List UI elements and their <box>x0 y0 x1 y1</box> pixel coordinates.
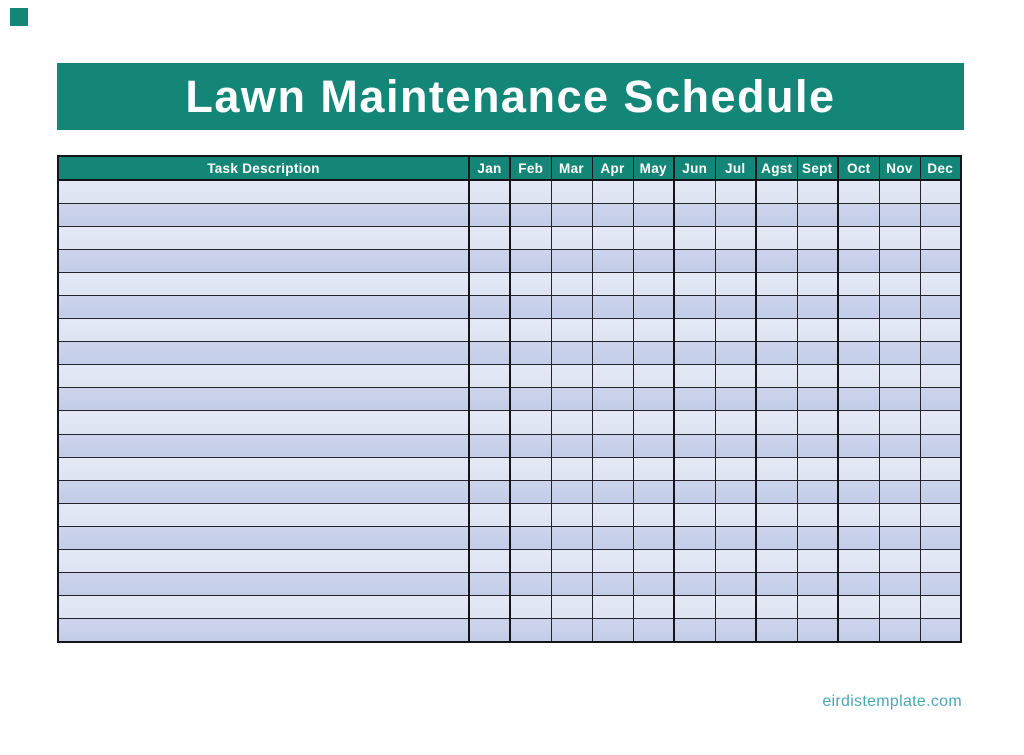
month-cell-sept[interactable] <box>797 596 838 619</box>
month-cell-nov[interactable] <box>879 249 920 272</box>
month-cell-nov[interactable] <box>879 434 920 457</box>
month-cell-may[interactable] <box>633 503 674 526</box>
schedule-row <box>58 365 961 388</box>
month-cell-feb[interactable] <box>510 226 551 249</box>
month-cell-may[interactable] <box>633 342 674 365</box>
month-cell-feb[interactable] <box>510 573 551 596</box>
month-cell-nov[interactable] <box>879 365 920 388</box>
month-header-agst: Agst <box>756 156 797 180</box>
schedule-table <box>57 155 962 643</box>
month-cell-jun[interactable] <box>674 226 715 249</box>
schedule-row <box>58 319 961 342</box>
month-cell-sept[interactable] <box>797 203 838 226</box>
month-cell-jun[interactable] <box>674 365 715 388</box>
month-cell-agst[interactable] <box>756 434 797 457</box>
month-cell-jul[interactable] <box>715 203 756 226</box>
month-cell-nov[interactable] <box>879 295 920 318</box>
month-cell-feb[interactable] <box>510 457 551 480</box>
month-cell-agst[interactable] <box>756 272 797 295</box>
month-cell-jun[interactable] <box>674 573 715 596</box>
month-cell-jun[interactable] <box>674 503 715 526</box>
month-cell-dec[interactable] <box>920 480 961 503</box>
month-cell-apr[interactable] <box>592 411 633 434</box>
month-cell-oct[interactable] <box>838 503 879 526</box>
month-cell-sept[interactable] <box>797 411 838 434</box>
month-cell-feb[interactable] <box>510 619 551 642</box>
month-cell-may[interactable] <box>633 550 674 573</box>
month-cell-feb[interactable] <box>510 249 551 272</box>
month-cell-mar[interactable] <box>551 365 592 388</box>
month-cell-jul[interactable] <box>715 249 756 272</box>
month-cell-oct[interactable] <box>838 434 879 457</box>
task-description-cell[interactable] <box>58 550 469 573</box>
month-cell-agst[interactable] <box>756 573 797 596</box>
month-cell-sept[interactable] <box>797 573 838 596</box>
month-cell-jun[interactable] <box>674 272 715 295</box>
month-cell-sept[interactable] <box>797 180 838 203</box>
schedule-row <box>58 272 961 295</box>
month-cell-apr[interactable] <box>592 596 633 619</box>
month-cell-mar[interactable] <box>551 180 592 203</box>
month-cell-may[interactable] <box>633 365 674 388</box>
watermark-text: eirdistemplate.com <box>822 693 962 710</box>
month-cell-nov[interactable] <box>879 596 920 619</box>
month-cell-agst[interactable] <box>756 411 797 434</box>
month-cell-nov[interactable] <box>879 550 920 573</box>
month-cell-jul[interactable] <box>715 342 756 365</box>
month-cell-sept[interactable] <box>797 295 838 318</box>
task-description-cell[interactable] <box>58 573 469 596</box>
month-header-may: May <box>633 156 674 180</box>
month-cell-may[interactable] <box>633 295 674 318</box>
month-cell-feb[interactable] <box>510 503 551 526</box>
month-cell-jun[interactable] <box>674 180 715 203</box>
month-cell-may[interactable] <box>633 526 674 549</box>
month-cell-jul[interactable] <box>715 180 756 203</box>
month-cell-sept[interactable] <box>797 619 838 642</box>
title-banner <box>57 63 964 130</box>
month-cell-sept[interactable] <box>797 434 838 457</box>
month-cell-nov[interactable] <box>879 226 920 249</box>
month-cell-mar[interactable] <box>551 226 592 249</box>
month-cell-jun[interactable] <box>674 596 715 619</box>
month-cell-may[interactable] <box>633 596 674 619</box>
month-cell-jan[interactable] <box>469 503 510 526</box>
month-cell-dec[interactable] <box>920 203 961 226</box>
month-cell-dec[interactable] <box>920 457 961 480</box>
month-cell-jun[interactable] <box>674 457 715 480</box>
month-cell-nov[interactable] <box>879 503 920 526</box>
schedule-row <box>58 550 961 573</box>
month-cell-dec[interactable] <box>920 249 961 272</box>
month-cell-sept[interactable] <box>797 365 838 388</box>
month-cell-nov[interactable] <box>879 480 920 503</box>
month-cell-jan[interactable] <box>469 480 510 503</box>
month-cell-oct[interactable] <box>838 342 879 365</box>
schedule-row <box>58 342 961 365</box>
month-cell-apr[interactable] <box>592 249 633 272</box>
month-cell-apr[interactable] <box>592 203 633 226</box>
month-cell-jan[interactable] <box>469 550 510 573</box>
month-cell-agst[interactable] <box>756 249 797 272</box>
month-cell-dec[interactable] <box>920 342 961 365</box>
month-cell-sept[interactable] <box>797 526 838 549</box>
month-cell-apr[interactable] <box>592 619 633 642</box>
month-cell-oct[interactable] <box>838 411 879 434</box>
month-cell-jun[interactable] <box>674 434 715 457</box>
month-cell-dec[interactable] <box>920 272 961 295</box>
month-cell-agst[interactable] <box>756 596 797 619</box>
month-cell-jan[interactable] <box>469 180 510 203</box>
month-cell-oct[interactable] <box>838 226 879 249</box>
month-cell-feb[interactable] <box>510 365 551 388</box>
month-cell-dec[interactable] <box>920 526 961 549</box>
month-cell-mar[interactable] <box>551 596 592 619</box>
month-cell-jan[interactable] <box>469 457 510 480</box>
month-cell-mar[interactable] <box>551 503 592 526</box>
month-cell-dec[interactable] <box>920 319 961 342</box>
month-cell-jun[interactable] <box>674 480 715 503</box>
month-cell-mar[interactable] <box>551 203 592 226</box>
month-cell-dec[interactable] <box>920 503 961 526</box>
month-cell-mar[interactable] <box>551 619 592 642</box>
month-cell-feb[interactable] <box>510 526 551 549</box>
month-cell-dec[interactable] <box>920 226 961 249</box>
month-cell-jan[interactable] <box>469 272 510 295</box>
month-cell-mar[interactable] <box>551 342 592 365</box>
month-cell-jun[interactable] <box>674 295 715 318</box>
month-cell-sept[interactable] <box>797 457 838 480</box>
month-cell-jul[interactable] <box>715 411 756 434</box>
month-cell-may[interactable] <box>633 249 674 272</box>
month-cell-dec[interactable] <box>920 619 961 642</box>
month-cell-mar[interactable] <box>551 480 592 503</box>
month-cell-jul[interactable] <box>715 480 756 503</box>
month-cell-apr[interactable] <box>592 503 633 526</box>
month-cell-nov[interactable] <box>879 619 920 642</box>
month-cell-apr[interactable] <box>592 272 633 295</box>
month-cell-agst[interactable] <box>756 388 797 411</box>
month-cell-oct[interactable] <box>838 272 879 295</box>
month-cell-jan[interactable] <box>469 434 510 457</box>
month-cell-oct[interactable] <box>838 573 879 596</box>
month-cell-jun[interactable] <box>674 411 715 434</box>
month-cell-feb[interactable] <box>510 342 551 365</box>
month-cell-apr[interactable] <box>592 434 633 457</box>
task-description-cell[interactable] <box>58 295 469 318</box>
month-cell-apr[interactable] <box>592 319 633 342</box>
month-cell-jan[interactable] <box>469 342 510 365</box>
month-cell-jun[interactable] <box>674 342 715 365</box>
task-description-cell[interactable] <box>58 480 469 503</box>
month-cell-jun[interactable] <box>674 619 715 642</box>
month-header-dec: Dec <box>920 156 961 180</box>
month-cell-feb[interactable] <box>510 550 551 573</box>
month-cell-agst[interactable] <box>756 295 797 318</box>
month-header-nov: Nov <box>879 156 920 180</box>
month-cell-jan[interactable] <box>469 619 510 642</box>
month-cell-jan[interactable] <box>469 526 510 549</box>
month-cell-oct[interactable] <box>838 249 879 272</box>
month-cell-nov[interactable] <box>879 272 920 295</box>
month-cell-oct[interactable] <box>838 203 879 226</box>
month-cell-oct[interactable] <box>838 180 879 203</box>
month-cell-mar[interactable] <box>551 272 592 295</box>
task-description-cell[interactable] <box>58 619 469 642</box>
month-cell-sept[interactable] <box>797 272 838 295</box>
month-cell-may[interactable] <box>633 457 674 480</box>
corner-accent-square <box>10 8 28 26</box>
month-cell-agst[interactable] <box>756 342 797 365</box>
month-header-jul: Jul <box>715 156 756 180</box>
month-cell-jul[interactable] <box>715 365 756 388</box>
task-description-header: Task Description <box>58 156 469 180</box>
month-cell-oct[interactable] <box>838 295 879 318</box>
month-cell-jul[interactable] <box>715 434 756 457</box>
month-cell-agst[interactable] <box>756 319 797 342</box>
month-cell-jul[interactable] <box>715 503 756 526</box>
month-cell-nov[interactable] <box>879 411 920 434</box>
month-cell-feb[interactable] <box>510 434 551 457</box>
month-cell-jul[interactable] <box>715 619 756 642</box>
month-cell-apr[interactable] <box>592 573 633 596</box>
month-cell-mar[interactable] <box>551 295 592 318</box>
month-cell-sept[interactable] <box>797 388 838 411</box>
month-cell-may[interactable] <box>633 573 674 596</box>
page-title: Lawn Maintenance Schedule <box>185 70 836 122</box>
month-cell-jun[interactable] <box>674 550 715 573</box>
month-cell-jan[interactable] <box>469 411 510 434</box>
month-cell-oct[interactable] <box>838 365 879 388</box>
month-cell-mar[interactable] <box>551 550 592 573</box>
month-cell-jan[interactable] <box>469 388 510 411</box>
month-cell-oct[interactable] <box>838 457 879 480</box>
task-description-cell[interactable] <box>58 411 469 434</box>
month-cell-jun[interactable] <box>674 319 715 342</box>
month-cell-feb[interactable] <box>510 203 551 226</box>
schedule-row <box>58 180 961 203</box>
schedule-row <box>58 249 961 272</box>
month-cell-sept[interactable] <box>797 249 838 272</box>
month-cell-feb[interactable] <box>510 272 551 295</box>
month-cell-oct[interactable] <box>838 526 879 549</box>
month-cell-apr[interactable] <box>592 295 633 318</box>
month-cell-agst[interactable] <box>756 480 797 503</box>
month-cell-feb[interactable] <box>510 480 551 503</box>
task-description-cell[interactable] <box>58 249 469 272</box>
task-description-cell[interactable] <box>58 596 469 619</box>
month-cell-feb[interactable] <box>510 319 551 342</box>
month-cell-dec[interactable] <box>920 411 961 434</box>
month-cell-jul[interactable] <box>715 388 756 411</box>
month-cell-mar[interactable] <box>551 411 592 434</box>
month-cell-nov[interactable] <box>879 180 920 203</box>
task-description-cell[interactable] <box>58 342 469 365</box>
schedule-row <box>58 596 961 619</box>
month-cell-mar[interactable] <box>551 319 592 342</box>
month-cell-mar[interactable] <box>551 249 592 272</box>
month-cell-agst[interactable] <box>756 180 797 203</box>
month-cell-feb[interactable] <box>510 180 551 203</box>
schedule-row <box>58 226 961 249</box>
month-cell-jul[interactable] <box>715 596 756 619</box>
month-cell-feb[interactable] <box>510 596 551 619</box>
month-cell-apr[interactable] <box>592 550 633 573</box>
month-cell-nov[interactable] <box>879 342 920 365</box>
schedule-row <box>58 203 961 226</box>
month-cell-jan[interactable] <box>469 249 510 272</box>
month-cell-apr[interactable] <box>592 388 633 411</box>
month-cell-jan[interactable] <box>469 319 510 342</box>
month-cell-dec[interactable] <box>920 365 961 388</box>
month-header-jun: Jun <box>674 156 715 180</box>
schedule-row <box>58 503 961 526</box>
month-header-sept: Sept <box>797 156 838 180</box>
month-header-jan: Jan <box>469 156 510 180</box>
month-cell-jan[interactable] <box>469 226 510 249</box>
month-cell-jul[interactable] <box>715 573 756 596</box>
month-cell-sept[interactable] <box>797 226 838 249</box>
month-cell-agst[interactable] <box>756 203 797 226</box>
task-description-cell[interactable] <box>58 365 469 388</box>
month-cell-jan[interactable] <box>469 365 510 388</box>
task-description-cell[interactable] <box>58 203 469 226</box>
schedule-row <box>58 388 961 411</box>
month-header-oct: Oct <box>838 156 879 180</box>
month-cell-jun[interactable] <box>674 203 715 226</box>
month-cell-may[interactable] <box>633 203 674 226</box>
month-cell-sept[interactable] <box>797 550 838 573</box>
month-cell-may[interactable] <box>633 480 674 503</box>
month-cell-dec[interactable] <box>920 596 961 619</box>
month-cell-apr[interactable] <box>592 180 633 203</box>
task-description-cell[interactable] <box>58 503 469 526</box>
month-cell-jul[interactable] <box>715 457 756 480</box>
month-cell-jul[interactable] <box>715 550 756 573</box>
month-cell-dec[interactable] <box>920 573 961 596</box>
month-cell-apr[interactable] <box>592 365 633 388</box>
month-cell-sept[interactable] <box>797 503 838 526</box>
month-cell-jan[interactable] <box>469 573 510 596</box>
month-cell-mar[interactable] <box>551 388 592 411</box>
month-cell-jun[interactable] <box>674 388 715 411</box>
task-description-cell[interactable] <box>58 457 469 480</box>
task-description-cell[interactable] <box>58 388 469 411</box>
month-cell-feb[interactable] <box>510 295 551 318</box>
month-cell-jul[interactable] <box>715 319 756 342</box>
month-cell-jul[interactable] <box>715 226 756 249</box>
month-cell-sept[interactable] <box>797 480 838 503</box>
month-cell-agst[interactable] <box>756 526 797 549</box>
month-cell-nov[interactable] <box>879 573 920 596</box>
month-cell-may[interactable] <box>633 411 674 434</box>
month-cell-agst[interactable] <box>756 457 797 480</box>
month-cell-jul[interactable] <box>715 526 756 549</box>
month-cell-dec[interactable] <box>920 295 961 318</box>
month-cell-may[interactable] <box>633 180 674 203</box>
month-cell-jan[interactable] <box>469 596 510 619</box>
month-cell-jul[interactable] <box>715 295 756 318</box>
task-description-cell[interactable] <box>58 319 469 342</box>
month-cell-mar[interactable] <box>551 457 592 480</box>
schedule-row <box>58 434 961 457</box>
month-cell-may[interactable] <box>633 319 674 342</box>
month-cell-oct[interactable] <box>838 550 879 573</box>
schedule-row <box>58 295 961 318</box>
month-cell-feb[interactable] <box>510 411 551 434</box>
schedule-row <box>58 411 961 434</box>
month-cell-may[interactable] <box>633 388 674 411</box>
month-cell-oct[interactable] <box>838 596 879 619</box>
month-cell-nov[interactable] <box>879 388 920 411</box>
task-description-cell[interactable] <box>58 180 469 203</box>
schedule-row <box>58 573 961 596</box>
table-header-row <box>58 156 961 180</box>
month-cell-sept[interactable] <box>797 342 838 365</box>
month-cell-agst[interactable] <box>756 550 797 573</box>
month-cell-jun[interactable] <box>674 526 715 549</box>
month-cell-feb[interactable] <box>510 388 551 411</box>
month-cell-oct[interactable] <box>838 319 879 342</box>
month-header-mar: Mar <box>551 156 592 180</box>
month-cell-nov[interactable] <box>879 526 920 549</box>
month-cell-may[interactable] <box>633 272 674 295</box>
month-cell-apr[interactable] <box>592 480 633 503</box>
month-cell-mar[interactable] <box>551 573 592 596</box>
month-cell-jan[interactable] <box>469 203 510 226</box>
month-cell-nov[interactable] <box>879 319 920 342</box>
month-cell-dec[interactable] <box>920 550 961 573</box>
month-cell-agst[interactable] <box>756 503 797 526</box>
month-cell-agst[interactable] <box>756 619 797 642</box>
month-cell-may[interactable] <box>633 226 674 249</box>
schedule-row <box>58 480 961 503</box>
month-cell-dec[interactable] <box>920 434 961 457</box>
schedule-row <box>58 619 961 642</box>
month-cell-apr[interactable] <box>592 342 633 365</box>
month-cell-agst[interactable] <box>756 226 797 249</box>
month-header-apr: Apr <box>592 156 633 180</box>
task-description-cell[interactable] <box>58 526 469 549</box>
month-cell-jun[interactable] <box>674 249 715 272</box>
month-cell-apr[interactable] <box>592 526 633 549</box>
month-cell-apr[interactable] <box>592 226 633 249</box>
month-cell-oct[interactable] <box>838 388 879 411</box>
month-cell-agst[interactable] <box>756 365 797 388</box>
month-cell-oct[interactable] <box>838 619 879 642</box>
task-description-cell[interactable] <box>58 226 469 249</box>
month-cell-nov[interactable] <box>879 203 920 226</box>
task-description-cell[interactable] <box>58 272 469 295</box>
month-cell-nov[interactable] <box>879 457 920 480</box>
month-cell-mar[interactable] <box>551 434 592 457</box>
month-cell-may[interactable] <box>633 434 674 457</box>
month-cell-apr[interactable] <box>592 457 633 480</box>
month-cell-sept[interactable] <box>797 319 838 342</box>
month-cell-dec[interactable] <box>920 180 961 203</box>
schedule-row <box>58 457 961 480</box>
task-description-cell[interactable] <box>58 434 469 457</box>
schedule-row <box>58 526 961 549</box>
month-cell-jul[interactable] <box>715 272 756 295</box>
month-cell-mar[interactable] <box>551 526 592 549</box>
month-cell-jan[interactable] <box>469 295 510 318</box>
month-cell-oct[interactable] <box>838 480 879 503</box>
month-cell-dec[interactable] <box>920 388 961 411</box>
month-header-feb: Feb <box>510 156 551 180</box>
month-cell-may[interactable] <box>633 619 674 642</box>
